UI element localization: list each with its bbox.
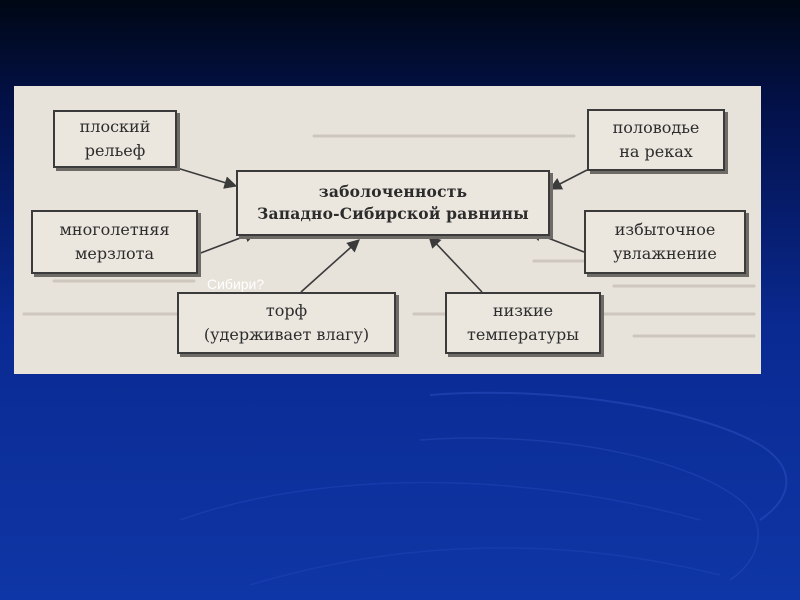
cause-label: торф [265, 301, 308, 320]
arrow-low-temps [429, 236, 482, 292]
cause-label: увлажнение [613, 244, 717, 263]
cause-box-flat-relief [53, 110, 177, 168]
cause-label: низкие [492, 301, 554, 320]
overlay-caption: Сибири? [207, 276, 265, 292]
cause-box-peat [177, 292, 396, 354]
cause-label: (удерживает влагу) [203, 325, 370, 344]
cause-label: половодье [612, 118, 700, 137]
cause-box-low-temperatures [445, 292, 601, 354]
cause-label: многолетняя [59, 220, 170, 239]
arrow-flat-relief [177, 168, 236, 186]
cause-box-permafrost [31, 210, 198, 274]
scanned-diagram [14, 86, 761, 374]
central-box-swampiness [236, 170, 550, 236]
cause-label: рельеф [84, 141, 146, 160]
central-label: заболоченность [318, 182, 468, 201]
central-label: Западно-Сибирской равнины [257, 204, 529, 223]
cause-box-river-floods [587, 109, 725, 171]
arrow-river-floods [550, 170, 587, 189]
arrow-peat [301, 240, 359, 292]
cause-label: плоский [79, 117, 151, 136]
cause-label: мерзлота [74, 244, 155, 263]
cause-label: температуры [467, 325, 579, 344]
cause-label: избыточное [614, 220, 716, 239]
cause-label: на реках [619, 142, 693, 161]
cause-box-excess-moisture [584, 210, 746, 274]
